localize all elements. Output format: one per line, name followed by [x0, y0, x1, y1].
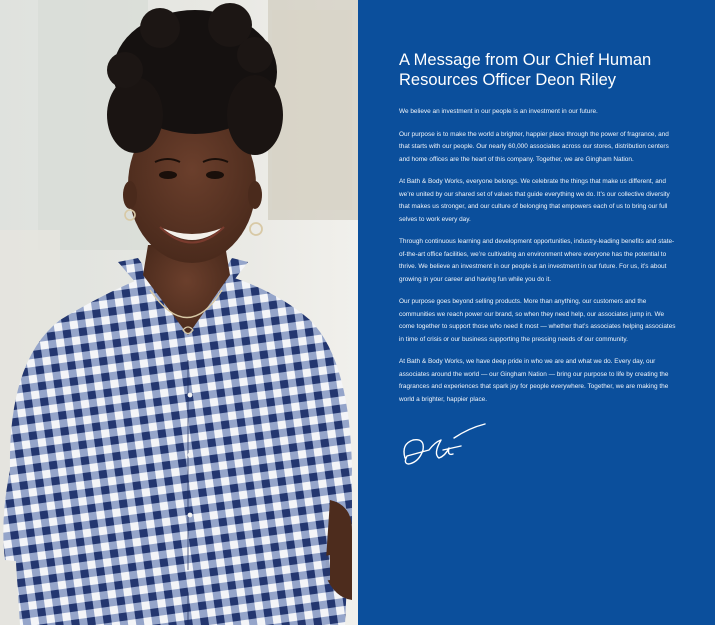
message-paragraph: Our purpose goes beyond selling products. More than anything, our customers and the communities we reach power our brand, so when they need help, our associates jump in. We come together to support those who need it most — whether that’s associates helping associates in time of crisis or our business supporting the pressing needs of our community. — [399, 298, 676, 343]
message-paragraph: We believe an investment in our people is an investment in our future. — [399, 108, 598, 115]
message-title: A Message from Our Chief Human Resources Officer Deon Riley — [399, 51, 652, 89]
message-paragraph: Through continuous learning and development opportunities, industry-leading benefits and state-of-the-art office facilities, we’re cultivating an environment where everyone has the potential to thrive. We believe an investment in our people is an investment in our future. For us, it’s about growing in your career and having fun while you do it. — [399, 238, 675, 283]
message-panel — [358, 0, 715, 625]
message-paragraph: Our purpose is to make the world a brighter, happier place through the power of fragrance, and that starts with our people. Our nearly 60,000 associates across our stores, distribution centers and home offices are the heart of this company. Together, we are Gingham Nation. — [399, 130, 669, 163]
message-paragraph: At Bath & Body Works, everyone belongs. We celebrate the things that make us different, and we’re united by our shared set of values that guide everything we do. It’s our collective diversity that makes us stronger, and our culture of belonging that empowers each of us to bring our full selves to work every day. — [399, 178, 670, 223]
signature-image — [399, 420, 489, 472]
message-paragraph: At Bath & Body Works, we have deep pride in who we are and what we do. Every day, our associates around the world — our Gingham Nation — bring our purpose to life by creating the fragrances and experiences that spark joy for people everywhere. Together, we are making the world a brighter, happier place. — [399, 358, 669, 403]
